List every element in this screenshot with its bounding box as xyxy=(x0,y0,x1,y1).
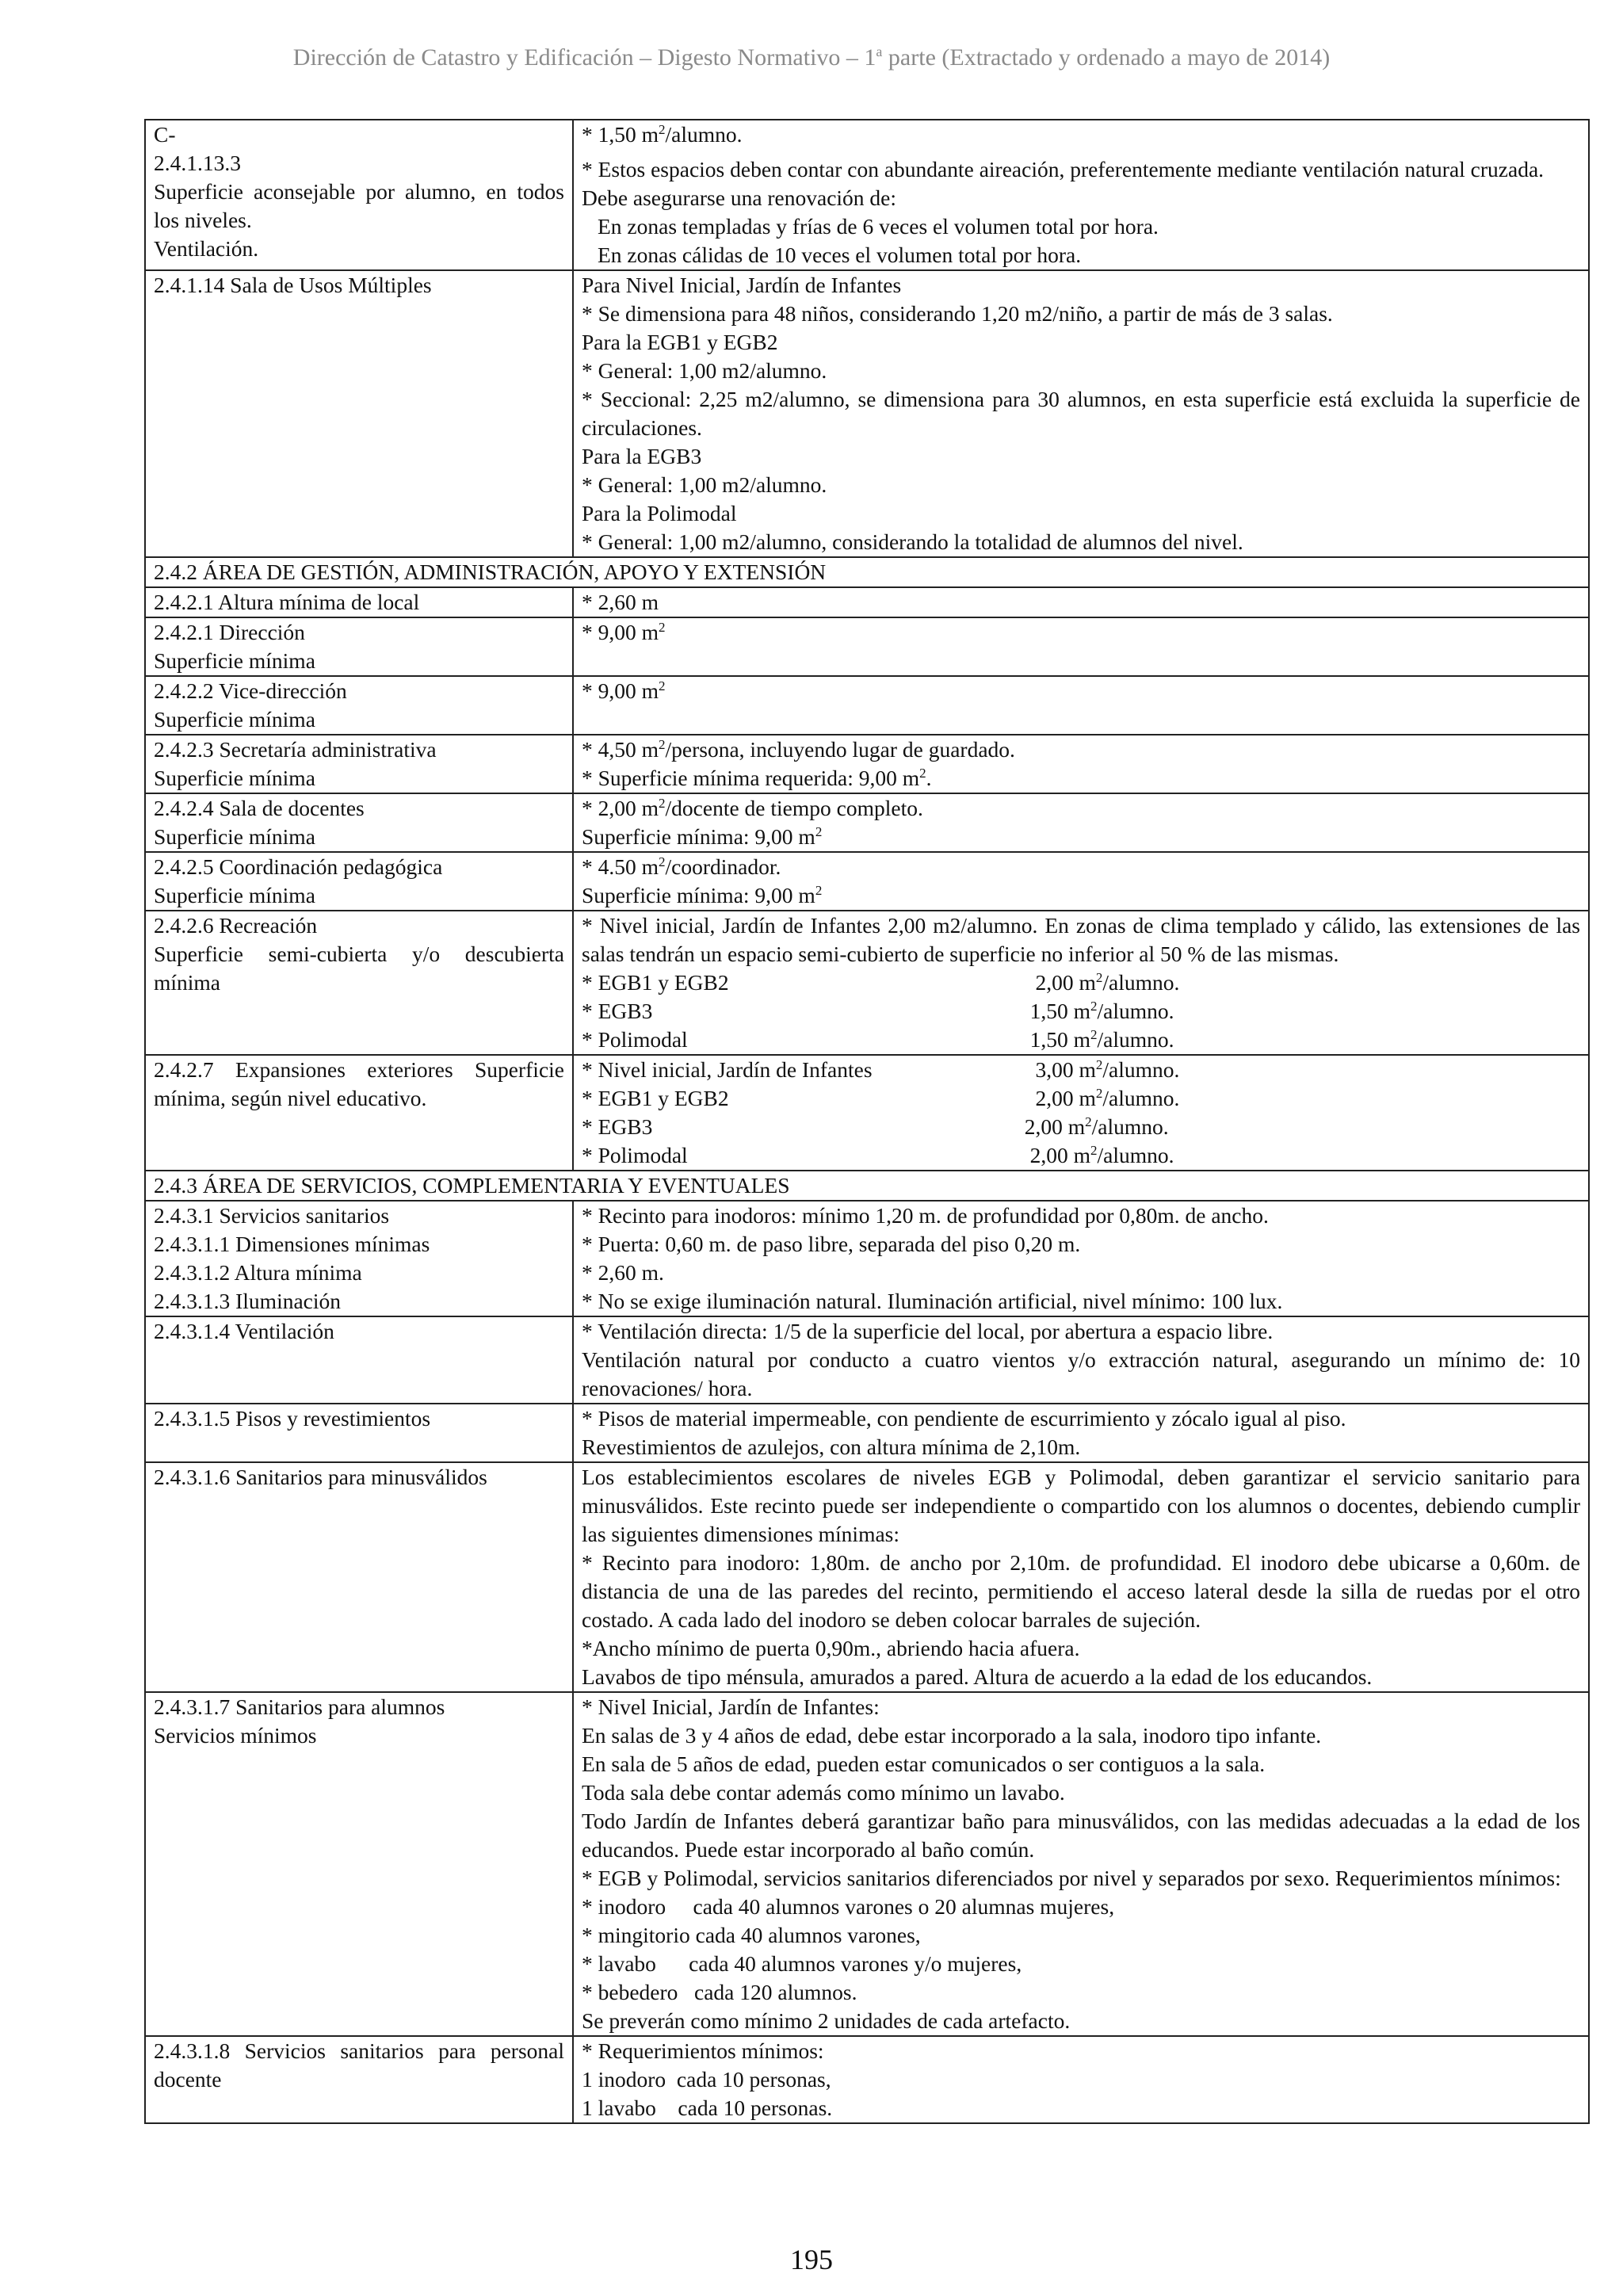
row-label: 2.4.1.14 Sala de Usos Múltiples xyxy=(145,270,573,557)
row-label: 2.4.3.1.4 Ventilación xyxy=(145,1316,573,1404)
table-row xyxy=(145,1404,1589,1462)
row-label: 2.4.2.2 Vice-dirección Superficie mínima xyxy=(145,676,573,735)
page-header: Dirección de Catastro y Edificación – Digesto Normativo – 1$^a$ parte (Extractado y ordenado a mayo de 2014) xyxy=(292,44,1331,71)
page-number: 195 xyxy=(790,2244,833,2275)
table-row xyxy=(145,1692,1589,2036)
row-label: 2.4.2.4 Sala de docentes Superficie mínima xyxy=(145,793,573,852)
section-heading-row xyxy=(145,557,1589,587)
table-row xyxy=(145,676,1589,735)
row-content: * 1,50 $m^2$/alumno. * Estos espacios deben contar con abundante aireación, preferentemente mediante ventilación natural cruzada. Debe asegurarse una renovación de: En zonas templadas y frías de 6 veces el volumen total por hora. En zonas cálidas de 10 veces el volumen total por hora. xyxy=(573,120,1589,270)
row-content: * 4.50 $m^2$/coordinador. Superficie mínima: 9,00 $m^2$ xyxy=(573,852,1589,911)
row-content: * Nivel inicial, Jardín de Infantes 3,00 $m^2$/alumno. * EGB1 y EGB2 2,00 $m^2$/alumno. * EGB3 2,00 $m^2$/alumno. * Polimodal 2,00 $m^2$/alumno. xyxy=(573,1055,1589,1171)
table-row xyxy=(145,1316,1589,1404)
row-content: * Ventilación directa: 1/5 de la superficie del local, por abertura a espacio libre. Ventilación natural por conducto a cuatro vientos y/o extracción natural, asegurando un mínimo de: 10 renovaciones/ hora. xyxy=(573,1316,1589,1404)
table-row xyxy=(145,1462,1589,1692)
row-content: * 2,00 $m^2$/docente de tiempo completo. Superficie mínima: 9,00 $m^2$ xyxy=(573,793,1589,852)
table-row xyxy=(145,1201,1589,1316)
table-row xyxy=(145,617,1589,676)
row-content: * Recinto para inodoros: mínimo 1,20 m. de profundidad por 0,80m. de ancho. * Puerta: 0,60 m. de paso libre, separada del piso 0,20 m. * 2,60 m. * No se exige iluminación natural. Iluminación artificial, nivel mínimo: 100 lux. xyxy=(573,1201,1589,1316)
row-label: 2.4.2.1 Altura mínima de local xyxy=(145,587,573,617)
row-content: * Requerimientos mínimos: 1 inodoro cada 10 personas, 1 lavabo cada 10 personas. xyxy=(573,2036,1589,2123)
table-row xyxy=(145,120,1589,270)
section-heading-row xyxy=(145,1171,1589,1201)
regulations-table xyxy=(144,119,1590,2124)
row-content: Los establecimientos escolares de niveles EGB y Polimodal, deben garantizar el servicio sanitario para minusválidos. Este recinto puede ser independiente o compartido con los alumnos o docentes, debiendo cumplir las siguientes dimensiones mínimas: * Recinto para inodoro: 1,80m. de ancho por 2,10m. de profundidad. El inodoro debe ubicarse a 0,60m. de distancia de una de las paredes del recinto, permitiendo el acceso lateral desde la silla de ruedas por el otro costado. A cada lado del inodoro se deben colocar barrales de sujeción. *Ancho mínimo de puerta 0,90m., abriendo hacia afuera. Lavabos de tipo ménsula, amurados a pared. Altura de acuerdo a la edad de los educandos. xyxy=(573,1462,1589,1692)
table-row xyxy=(145,587,1589,617)
table-row xyxy=(145,911,1589,1055)
section-heading: 2.4.3 ÁREA DE SERVICIOS, COMPLEMENTARIA Y EVENTUALES xyxy=(145,1171,1589,1201)
table-row xyxy=(145,270,1589,557)
row-content: * 9,00 $m^2$ xyxy=(573,676,1589,735)
table-row xyxy=(145,735,1589,793)
row-label: 2.4.2.6 Recreación Superficie semi-cubierta y/o descubierta mínima xyxy=(145,911,573,1055)
table-row xyxy=(145,1055,1589,1171)
row-label: 2.4.3.1 Servicios sanitarios 2.4.3.1.1 Dimensiones mínimas 2.4.3.1.2 Altura mínima 2.4.3.1.3 Iluminación xyxy=(145,1201,573,1316)
row-label: 2.4.2.1 Dirección Superficie mínima xyxy=(145,617,573,676)
row-content: * 2,60 m xyxy=(573,587,1589,617)
row-label: 2.4.3.1.6 Sanitarios para minusválidos xyxy=(145,1462,573,1692)
row-label: C- 2.4.1.13.3 Superficie aconsejable por alumno, en todos los niveles. Ventilación. xyxy=(145,120,573,270)
row-label: 2.4.2.3 Secretaría administrativa Superficie mínima xyxy=(145,735,573,793)
row-content: Para Nivel Inicial, Jardín de Infantes * Se dimensiona para 48 niños, considerando 1,20 m2/niño, a partir de más de 3 salas. Para la EGB1 y EGB2 * General: 1,00 m2/alumno. * Seccional: 2,25 m2/alumno, se dimensiona para 30 alumnos, en esta superficie está excluida la superficie de circulaciones. Para la EGB3 * General: 1,00 m2/alumno. Para la Polimodal * General: 1,00 m2/alumno, considerando la totalidad de alumnos del nivel. xyxy=(573,270,1589,557)
row-content: * Pisos de material impermeable, con pendiente de escurrimiento y zócalo igual al piso. Revestimientos de azulejos, con altura mínima de 2,10m. xyxy=(573,1404,1589,1462)
row-content: * Nivel inicial, Jardín de Infantes 2,00 m2/alumno. En zonas de clima templado y cálido, las extensiones de las salas tendrán un espacio semi-cubierto de superficie no inferior al 50 % de las mismas. * EGB1 y EGB2 2,00 $m^2$/alumno. * EGB3 1,50 $m^2$/alumno. * Polimodal 1,50 $m^2$/alumno. xyxy=(573,911,1589,1055)
row-label: 2.4.3.1.5 Pisos y revestimientos xyxy=(145,1404,573,1462)
row-label: 2.4.2.5 Coordinación pedagógica Superficie mínima xyxy=(145,852,573,911)
row-content: * Nivel Inicial, Jardín de Infantes: En salas de 3 y 4 años de edad, debe estar incorporado a la sala, inodoro tipo infante. En sala de 5 años de edad, pueden estar comunicados o ser contiguos a la sala. Toda sala debe contar además como mínimo un lavabo. Todo Jardín de Infantes deberá garantizar baño para minusválidos, con las medidas adecuadas a la edad de los educandos. Puede estar incorporado al baño común. * EGB y Polimodal, servicios sanitarios diferenciados por nivel y separados por sexo. Requerimientos mínimos: * inodoro cada 40 alumnos varones o 20 alumnas mujeres, * mingitorio cada 40 alumnos varones, * lavabo cada 40 alumnos varones y/o mujeres, * bebedero cada 120 alumnos. Se preverán como mínimo 2 unidades de cada artefacto. xyxy=(573,1692,1589,2036)
row-content: * 9,00 $m^2$ xyxy=(573,617,1589,676)
row-label: 2.4.2.7 Expansiones exteriores Superficie mínima, según nivel educativo. xyxy=(145,1055,573,1171)
table-row xyxy=(145,852,1589,911)
row-label: 2.4.3.1.8 Servicios sanitarios para personal docente xyxy=(145,2036,573,2123)
section-heading: 2.4.2 ÁREA DE GESTIÓN, ADMINISTRACIÓN, APOYO Y EXTENSIÓN xyxy=(145,557,1589,587)
table-row xyxy=(145,2036,1589,2123)
table-row xyxy=(145,793,1589,852)
row-content: * 4,50 $m^2$/persona, incluyendo lugar de guardado. * Superficie mínima requerida: 9,00 $m^2$. xyxy=(573,735,1589,793)
row-label: 2.4.3.1.7 Sanitarios para alumnos Servicios mínimos xyxy=(145,1692,573,2036)
